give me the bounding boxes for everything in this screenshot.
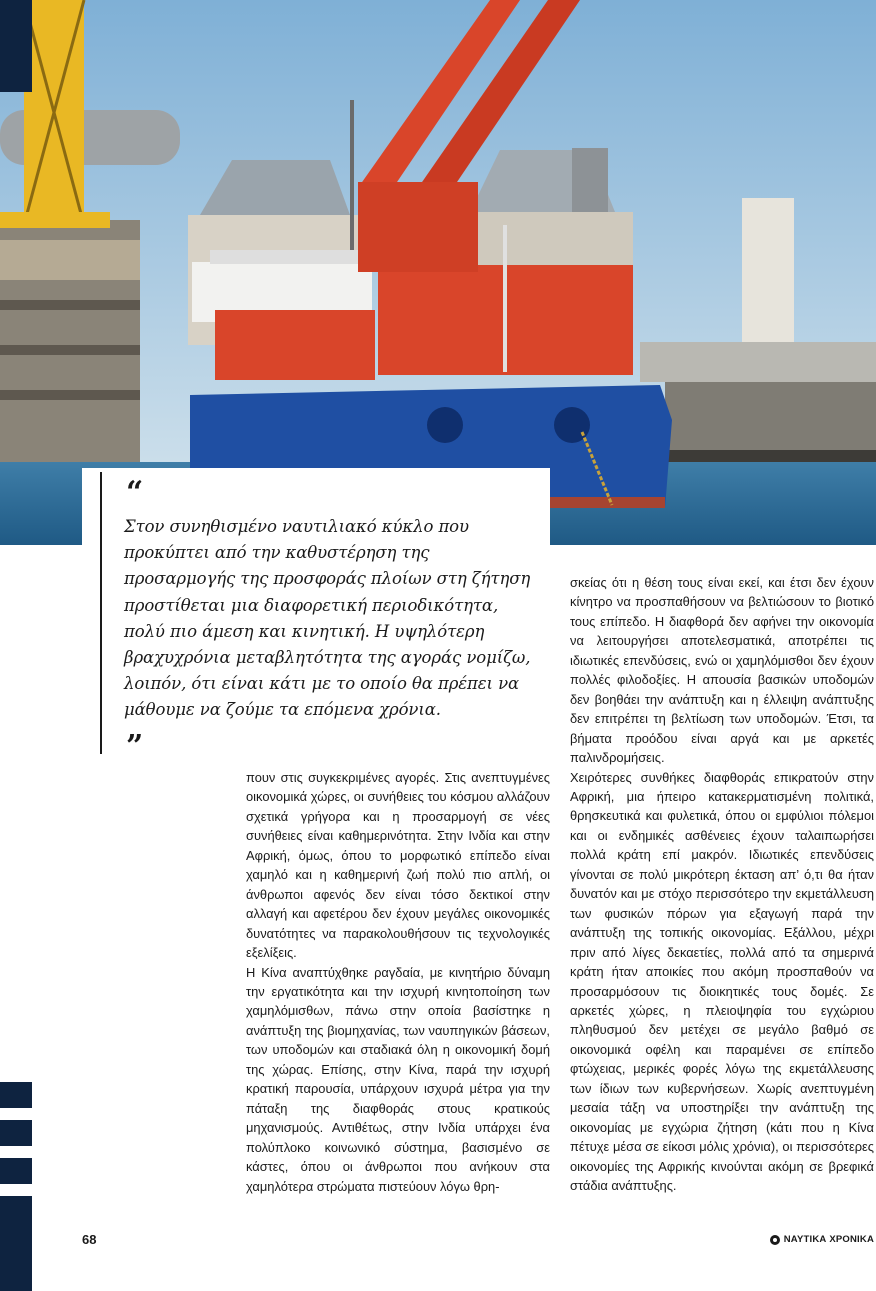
pull-quote-text: Στον συνηθισμένο ναυτιλιακό κύκλο που προκύπτει από την καθυστέρηση της προσαρμογής της προσφοράς πλοίων στη ζήτηση προστίθεται μια διαφορετική περιοδικότητα, πολύ πιο άμεση και κινητική. Η υψηλότερη βραχυχρόνια μεταβλητότητα της αγοράς νομίζω, λοιπόν, ότι είναι κάτι με το οποίο θα πρέπει να μάθουμε να ζούμε τα επόμενα χρόνια. <box>124 517 531 720</box>
paragraph: Χειρότερες συνθήκες διαφθοράς επικρατούν στην Αφρική, μια ήπειρο κατακερματισμένη πολιτικά, θρησκευτικά και φυλετικά, όπου οι εμφύλιοι πόλεμοι και οι ενδημικές ασθένειες έχουν ταλαιπωρήσει πολλά κράτη επί μακρόν. Ιδιωτικές επενδύσεις γίνονται σε πολύ μικρότερη έκταση απ’ ό,τι θα ήταν δυνατόν και με στόχο περισσότερο την εκμετάλλευση των φυσικών πόρων για εξαγωγή παρά την ανάπτυξη της τοπικής οικονομίας. Εξάλλου, μέχρι πριν από λίγες δεκαετίες, πολλά από τα σημερινά κράτη ήταν αποικίες που ακόμη προσπαθούν να προσαρμόσουν τις διοικητικές τους δομές. Σε αρκετές χώρες, η πλειοψηφία του εγχώριου πληθυσμού δεν μετέχει σε μεγάλο βαθμό σε οικονομικά οφέλη και παραμένει σε επίπεδο φτώχειας, μερικές φορές λόγω της εκμετάλλευσης των ίδιων των κυβερνήσεων. Χωρίς ανεπτυγμένη μεσαία τάξη να υποστηρίξει την ανάπτυξη της οικονομίας με εγχώρια ζήτηση (κάτι που η Κίνα πέτυχε μέσα σε είκοσι μόλις χρόνια), οι περισσότερες οικονομίες της Αφρικής κινούνται ακόμη σε βρεφικά στάδια ανάπτυξης. <box>570 769 874 1194</box>
page-number: 68 <box>82 1232 97 1247</box>
article-column-right <box>570 573 874 1196</box>
paragraph: σκείας ότι η θέση τους είναι εκεί, και έτσι δεν έχουν κίνητρο να προσπαθήσουν να βελτιώσουν το βιοτικό τους επίπεδο. Η διαφθορά δεν αφήνει την οικονομία να λειτουργήσει αποτελεσματικά, αποτρέπει τις ιδιωτικές επενδύσεις, ενώ οι χαμηλόμισθοι δεν έχουν πολλές φιλοδοξίες. Η απουσία βασικών υποδομών δεν βοηθάει την ανάπτυξη και η έλλειψη ανάπτυξης δεν επιτρέπει τη βελτίωση των υποδομών. Έτσι, τα βήματα προόδου είναι αργά και με αρκετές παλινδρομήσεις. <box>570 575 874 766</box>
cargo-ship-photo <box>0 0 876 545</box>
close-quote-icon: ” <box>126 729 144 764</box>
footer-brand <box>770 1234 874 1245</box>
open-quote-icon: “ <box>126 475 144 510</box>
pull-quote-rule <box>100 472 102 754</box>
article-column-middle <box>246 768 550 1196</box>
brand-name: ΝΑΥΤΙΚΑ ΧΡΟΝΙΚΑ <box>783 1234 874 1245</box>
paragraph: πουν στις συγκεκριμένες αγορές. Στις ανεπτυγμένες οικονομικά χώρες, οι συνήθειες του κόσμου αλλάζουν σχετικά γρήγορα και η προσαρμογή σε νέες συνήθειες είναι καθημερινότητα. Στην Ινδία και στην Αφρική, όμως, όπου το μορφωτικό επίπεδο είναι χαμηλό και η καθημερινή ζωή πολύ πιο απλή, οι άνθρωποι αφενός δεν είναι τόσο δεκτικοί στην αλλαγή και αφετέρου δεν έχουν μεγάλες οικονομικές δυνατότητες να παρακολουθήσουν τις τεχνολογικές εξελίξεις. <box>246 770 550 961</box>
side-bar-block <box>0 1196 32 1291</box>
compass-logo-icon <box>770 1235 780 1245</box>
side-bar-block <box>0 1082 32 1108</box>
section-tab-marker <box>0 0 32 92</box>
paragraph: Η Κίνα αναπτύχθηκε ραγδαία, με κινητήριο δύναμη την εργατικότητα και την ισχυρή κινητοποίηση των χαμηλόμισθων, πάνω στην οποία βασίστηκε η ανάπτυξη της βιομηχανίας, των ναυπηγικών βάσεων, των υποδομών και σταδιακά όλη η οικονομική δομή της χώρας. Επίσης, στην Κίνα, παρά την ισχυρή κρατική παρουσία, υπάρχουν ισχυρά μέτρα για την πάταξη της διαφθοράς στους κρατικούς μηχανισμούς. Αντιθέτως, στην Ινδία υπάρχει ένα πολύπλοκο κοινωνικό σύστημα, βασισμένο σε κάστες, όπου οι άνθρωποι που ανήκουν στα χαμηλότερα στρώματα πιστεύουν λόγω θρη- <box>246 964 550 1194</box>
side-bar-block <box>0 1120 32 1146</box>
side-bar-block <box>0 1158 32 1184</box>
